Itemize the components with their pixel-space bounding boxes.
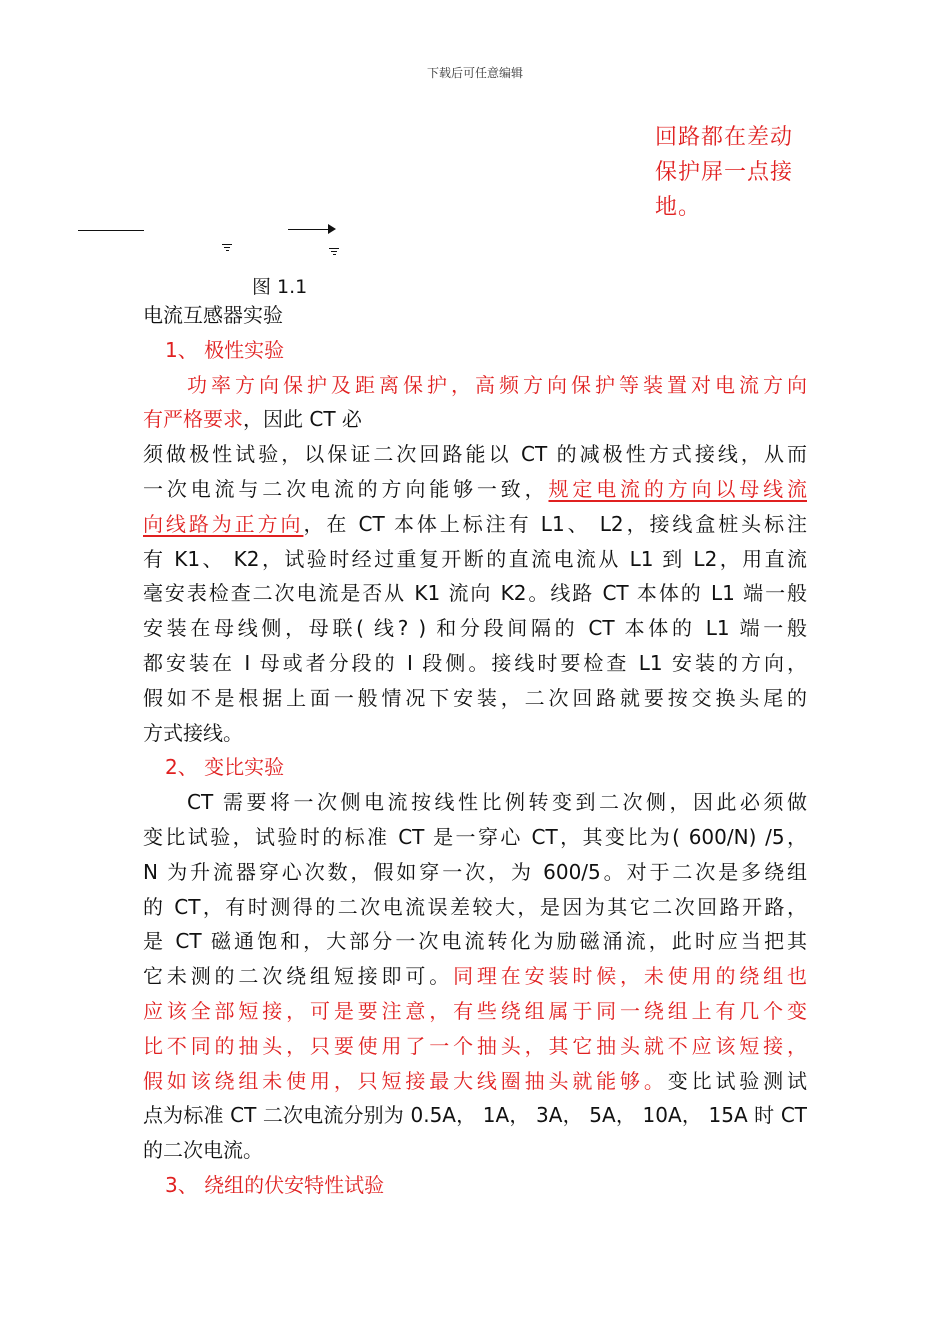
text-line: [143, 785, 807, 820]
text-segment: 规定电流的方向以母线流: [548, 476, 807, 501]
text-segment: 毫安表检查二次电流是否从 K1 流向 K2。线路 CT 本体的 L1 端一般: [143, 581, 807, 606]
ground-symbol-icon: [222, 244, 232, 252]
text-segment: 比不同的抽头，只要使用了一个抽头，其它抽头就不应该短接，: [143, 1033, 807, 1058]
text-line: [143, 437, 807, 472]
figure-caption: 图 1.1: [252, 276, 308, 298]
text-segment: 同理在安装时候，未使用的绕组也: [453, 964, 807, 989]
text-line: [143, 716, 807, 751]
text-line: [143, 298, 807, 333]
text-segment: 的二次电流。: [143, 1138, 263, 1163]
text-line: [143, 994, 807, 1029]
text-line: [143, 1064, 807, 1099]
text-segment: 点为标准 CT 二次电流分别为 0.5A， 1A， 3A， 5A， 10A， 15A 时 CT: [143, 1103, 807, 1128]
text-segment: 方式接线。: [143, 720, 243, 745]
text-segment: 1、 极性实验: [165, 337, 285, 362]
text-line: [143, 1133, 807, 1168]
text-segment: 它未测的二次绕组短接即可。: [143, 964, 454, 989]
arrow-icon: [328, 224, 336, 234]
diagram-line-left: [78, 230, 144, 231]
text-line: [143, 1029, 807, 1064]
text-line: [143, 681, 807, 716]
text-segment: 电流互感器实验: [143, 303, 283, 327]
text-segment: CT 需要将一次侧电流按线性比例转变到二次侧，因此必须做: [187, 790, 807, 815]
text-line: [143, 1098, 807, 1133]
text-segment: 都安装在 I 母或者分段的 I 段侧。接线时要检查 L1 安装的方向，: [143, 650, 807, 675]
text-line: [143, 855, 807, 890]
side-note: [655, 120, 815, 225]
text-segment: 向线路为正方向: [143, 511, 304, 536]
text-line: [143, 472, 807, 507]
text-line: [143, 1168, 807, 1203]
text-segment: 是 CT 磁通饱和，大部分一次电流转化为励磁涌流，此时应当把其: [143, 929, 807, 954]
text-line: [143, 542, 807, 577]
document-body: [143, 298, 807, 1203]
text-segment: N 为升流器穿心次数，假如穿一次，为 600/5。对于二次是多绕组: [143, 859, 807, 884]
text-line: [143, 611, 807, 646]
text-line: [143, 959, 807, 994]
text-line: [143, 890, 807, 925]
text-segment: 假如不是根据上面一般情况下安装，二次回路就要按交换头尾的: [143, 685, 807, 710]
text-line: [143, 576, 807, 611]
text-segment: 2、 变比实验: [165, 755, 285, 780]
text-segment: 一次电流与二次电流的方向能够一致，: [143, 476, 549, 501]
page-header: 下载后可任意编辑: [426, 66, 523, 80]
text-line: [143, 750, 807, 785]
text-segment: 的 CT，有时测得的二次电流误差较大，是因为其它二次回路开路，: [143, 894, 807, 919]
text-line: [143, 820, 807, 855]
side-note-line: 保护屏一点接: [655, 160, 794, 185]
text-segment: 变比试验，试验时的标准 CT 是一穿心 CT，其变比为( 600/N) /5，: [143, 824, 807, 849]
text-segment: 功率方向保护及距离保护，高频方向保护等装置对电流方向: [187, 372, 807, 397]
text-segment: 须做极性试验，以保证二次回路能以 CT 的减极性方式接线，从而: [143, 442, 807, 467]
text-segment: 3、 绕组的伏安特性试验: [165, 1172, 385, 1197]
text-segment: ，因此 CT 必: [243, 407, 362, 432]
text-line: [143, 924, 807, 959]
ground-symbol-icon: [329, 248, 339, 256]
text-line: [143, 368, 807, 403]
text-line: [143, 646, 807, 681]
diagram-line-right: [288, 229, 332, 230]
text-segment: ，在 CT 本体上标注有 L1、 L2，接线盒桩头标注: [303, 511, 807, 536]
text-line: [143, 402, 807, 437]
side-note-line: 回路都在差动: [655, 125, 794, 150]
text-line: [143, 507, 807, 542]
text-segment: 应该全部短接，可是要注意，有些绕组属于同一绕组上有几个变: [143, 998, 807, 1023]
text-segment: 变比试验测试: [667, 1068, 807, 1093]
text-line: [143, 333, 807, 368]
side-note-line: 地。: [655, 195, 702, 220]
text-segment: 有严格要求: [143, 407, 243, 432]
text-segment: 有 K1、 K2，试验时经过重复开断的直流电流从 L1 到 L2，用直流: [143, 546, 807, 571]
text-segment: 安装在母线侧，母联( 线? ) 和分段间隔的 CT 本体的 L1 端一般: [143, 616, 807, 641]
text-segment: 假如该绕组未使用，只短接最大线圈抽头就能够。: [143, 1068, 668, 1093]
